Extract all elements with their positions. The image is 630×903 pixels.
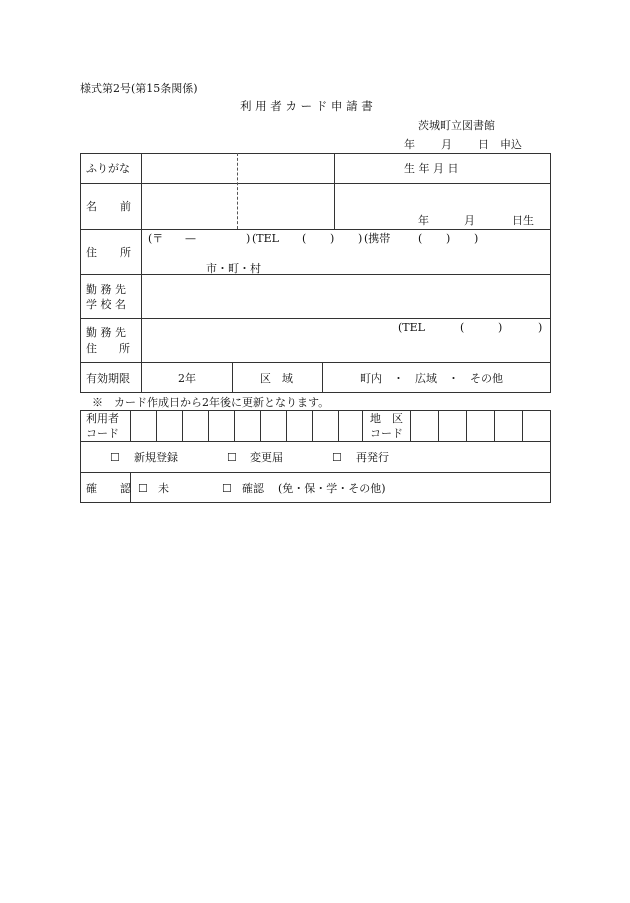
postal-close: ) bbox=[246, 232, 251, 245]
area-divider bbox=[322, 362, 323, 393]
confirmation-label: 確 認 bbox=[86, 482, 137, 495]
name-label: 名 前 bbox=[86, 200, 137, 213]
apply-year: 年 bbox=[404, 138, 415, 151]
birth-year: 年 bbox=[418, 214, 429, 227]
workplace-label-line1: 勤 務 先 bbox=[86, 283, 126, 296]
birthdate-label: 生 年 月 日 bbox=[404, 162, 459, 175]
tel-paren-open: ( bbox=[302, 232, 307, 245]
new-registration-checkbox[interactable]: ☐ bbox=[110, 451, 120, 464]
mobile-close: ) bbox=[474, 232, 479, 245]
work-tel-close: ) bbox=[538, 321, 543, 334]
work-address-label-line1: 勤 務 先 bbox=[86, 326, 126, 339]
mobile-paren-open: ( bbox=[418, 232, 423, 245]
change-notice-label: 変更届 bbox=[250, 451, 283, 464]
workplace-field[interactable] bbox=[142, 275, 550, 318]
given-name-field[interactable] bbox=[238, 184, 334, 229]
code-cell-divider bbox=[362, 410, 363, 442]
area-options[interactable]: 町内 ・ 広域 ・ その他 bbox=[360, 372, 503, 385]
new-registration-label: 新規登録 bbox=[134, 451, 178, 464]
mobile-paren-close: ) bbox=[446, 232, 451, 245]
area-code-label-line2: コード bbox=[370, 427, 403, 440]
furigana-label: ふりがな bbox=[86, 162, 130, 175]
tel-label: (TEL bbox=[252, 232, 279, 245]
birth-day: 日生 bbox=[512, 214, 534, 227]
workplace-label-line2: 学 校 名 bbox=[86, 298, 126, 311]
tel-close: ) bbox=[358, 232, 363, 245]
apply-suffix: 申込 bbox=[500, 138, 522, 151]
reissue-checkbox[interactable]: ☐ bbox=[332, 451, 342, 464]
form-number: 様式第2号(第15条関係) bbox=[80, 82, 198, 95]
work-tel-paren-close: ) bbox=[498, 321, 503, 334]
reissue-label: 再発行 bbox=[356, 451, 389, 464]
furigana-given-field[interactable] bbox=[238, 154, 334, 183]
user-code-field[interactable] bbox=[131, 411, 362, 441]
row-divider bbox=[80, 362, 551, 363]
address-label: 住 所 bbox=[86, 246, 137, 259]
confirmation-types: (免・保・学・その他) bbox=[278, 482, 386, 495]
area-label: 区 域 bbox=[260, 372, 293, 385]
surname-field[interactable] bbox=[142, 184, 237, 229]
change-notice-checkbox[interactable]: ☐ bbox=[227, 451, 237, 464]
apply-month: 月 bbox=[441, 138, 452, 151]
work-address-label-line2: 住 所 bbox=[86, 342, 130, 355]
apply-day: 日 bbox=[478, 138, 489, 151]
area-code-label-line1: 地 区 bbox=[370, 412, 403, 425]
work-tel-label: (TEL bbox=[398, 321, 425, 334]
work-address-field[interactable] bbox=[142, 319, 550, 362]
postal-dash: — bbox=[185, 232, 196, 245]
renewal-note: ※ カード作成日から2年後に更新となります。 bbox=[92, 396, 330, 409]
page-title: 利 用 者 カ ー ド 申 請 書 bbox=[240, 99, 373, 113]
user-code-label-line2: コード bbox=[86, 427, 119, 440]
user-code-label-line1: 利用者 bbox=[86, 412, 119, 425]
confirmed-label: 確認 bbox=[242, 482, 264, 495]
tel-paren-close: ) bbox=[330, 232, 335, 245]
validity-value: 2年 bbox=[178, 372, 196, 385]
validity-divider bbox=[232, 362, 233, 393]
furigana-surname-field[interactable] bbox=[142, 154, 237, 183]
mobile-label: (携帯 bbox=[364, 232, 391, 245]
not-confirmed-checkbox[interactable]: ☐ bbox=[138, 482, 148, 495]
municipality-label: 市・町・村 bbox=[206, 262, 261, 275]
validity-label: 有効期限 bbox=[86, 372, 130, 385]
library-name: 茨城町立図書館 bbox=[418, 119, 495, 132]
address-field[interactable] bbox=[142, 230, 550, 274]
birth-month: 月 bbox=[464, 214, 475, 227]
postal-open: (〒 bbox=[148, 232, 164, 245]
area-code-field[interactable] bbox=[411, 411, 550, 441]
confirmed-checkbox[interactable]: ☐ bbox=[222, 482, 232, 495]
work-tel-paren-open: ( bbox=[460, 321, 465, 334]
not-confirmed-label: 未 bbox=[158, 482, 169, 495]
